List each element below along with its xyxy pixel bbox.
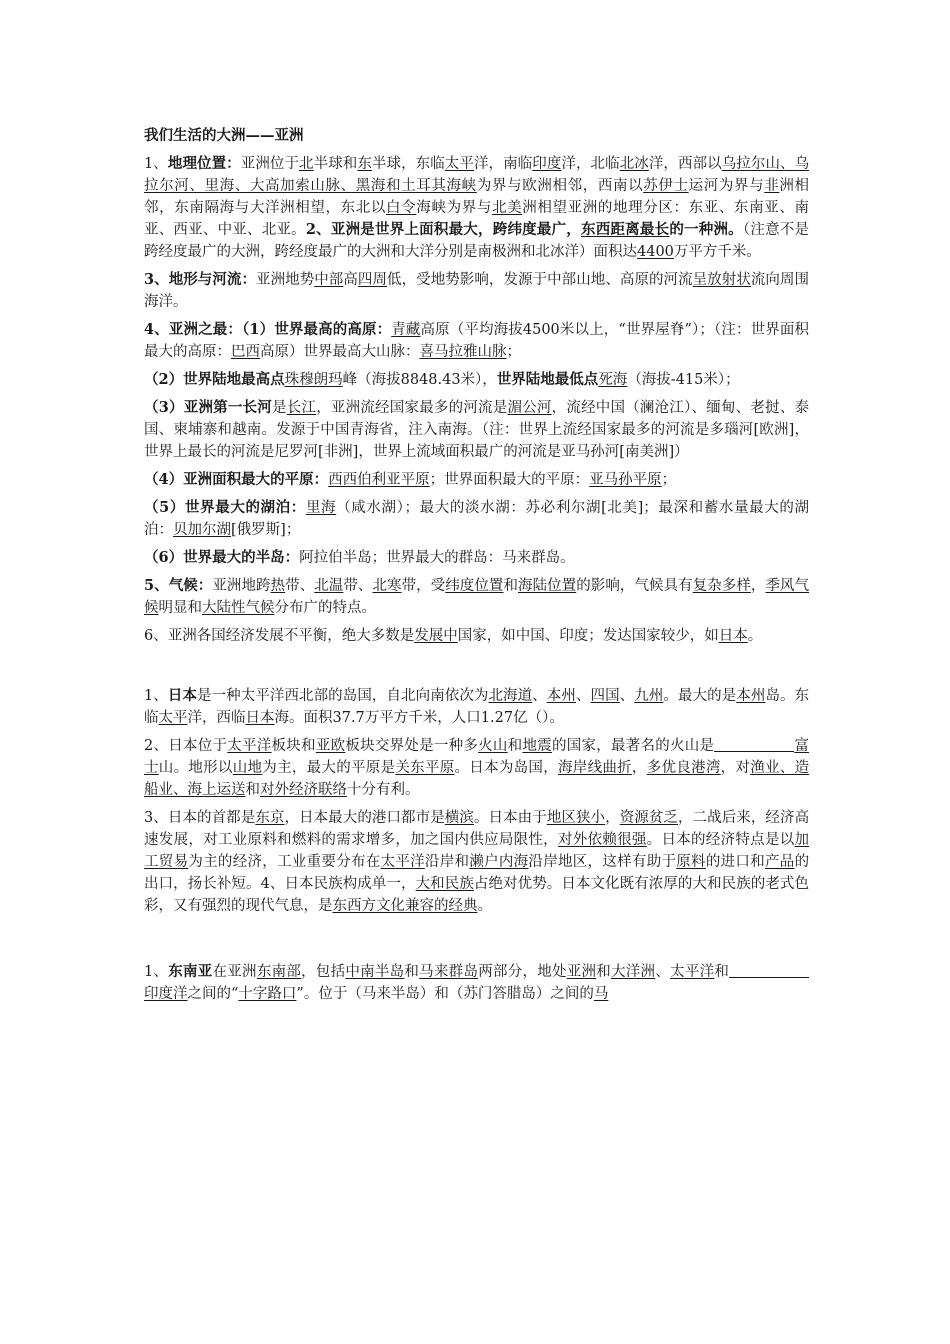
underlined-answer: 马来群岛: [419, 964, 479, 980]
text-run: 半球和: [313, 156, 358, 172]
underlined-answer: 死海: [598, 372, 628, 388]
text-run: 带、: [343, 578, 373, 594]
text-run: 山。地形以: [158, 760, 233, 776]
bold-heading-text: 日本: [167, 687, 198, 704]
text-run: 占绝对优势。日本文化既有浓厚的大和民族的老式色彩，又有强烈的现代气息，是: [144, 876, 810, 914]
bold-heading-text: （4）亚洲面积最大的平原：: [144, 471, 329, 488]
underlined-answer: 原料: [676, 854, 706, 870]
underlined-answer: 对外依赖很强: [557, 832, 647, 848]
text-run: 海峡为界与: [416, 200, 492, 216]
underlined-answer: 热: [270, 578, 286, 594]
bold-heading-text: （3）亚洲第一长河: [144, 399, 273, 416]
text-run: 的国家，最著名的火山是: [551, 738, 715, 754]
underlined-answer: 火山: [478, 738, 508, 754]
underlined-answer: 北美: [491, 200, 523, 216]
text-run: 和: [714, 964, 730, 980]
text-run: 十分有利。: [347, 782, 420, 798]
text-run: 。日本的经济特点是以: [646, 832, 795, 848]
paragraph: [144, 369, 809, 391]
text-run: 洋，西部以: [648, 156, 722, 172]
underlined-answer: 4400: [637, 244, 674, 260]
fill-in-blank: [729, 963, 809, 978]
text-run: ，二战后来，经济高速发展，对工业原料和燃料的需求增多，加之国内供应局限性，: [144, 810, 810, 848]
underlined-answer: 喜马拉雅山脉: [419, 344, 507, 360]
underlined-answer: 东: [357, 156, 372, 172]
underlined-answer: 北寒: [372, 578, 402, 594]
underlined-answer: 呈放射状: [692, 272, 751, 288]
text-run: 亚洲位于: [240, 156, 300, 172]
text-run: 和: [245, 782, 260, 798]
text-run: 、: [575, 688, 591, 704]
text-run: 分布广的特点。: [274, 600, 376, 616]
text-run: 2、日本位于: [144, 738, 228, 754]
text-run: 和: [503, 578, 519, 594]
text-run: 的进口和: [705, 854, 765, 870]
underlined-answer: 中南半岛: [345, 964, 405, 980]
underlined-answer: 加工贸易: [144, 832, 810, 870]
underlined-answer: 季风气候: [144, 578, 810, 616]
underlined-answer: 大和民族: [415, 876, 474, 892]
bold-heading-text: 3、地形与河流：: [144, 271, 257, 288]
text-run: [俄罗斯]；: [231, 522, 301, 538]
underlined-answer: 横滨: [444, 810, 474, 826]
text-run: 高原）世界最高大山脉：: [260, 344, 420, 360]
text-run: ，: [605, 810, 620, 826]
underlined-answer: 贝加尔湖: [173, 522, 231, 538]
text-run: ，日本最大的港口都市是: [284, 810, 445, 826]
underlined-answer: 四周: [357, 272, 388, 288]
text-run: 洲相望: [522, 200, 568, 216]
text-run: 1、: [144, 156, 168, 172]
text-run: 洋，西临: [187, 710, 246, 726]
text-run: ”。位于（马来半岛）和（苏门答腊岛）之间的: [296, 986, 594, 1002]
underlined-answer: 湄公河: [507, 400, 552, 416]
text-run: 是: [272, 400, 287, 416]
paragraph: [144, 319, 809, 363]
text-run: 两部分，地处: [478, 964, 567, 980]
underlined-answer: 对外经济联络: [260, 782, 347, 798]
text-run: 为主，最大的平原是: [262, 760, 396, 776]
text-run: ，: [750, 578, 766, 594]
text-run: 板块交界处是一种多: [345, 738, 479, 754]
underlined-answer: 多优良港湾: [646, 760, 721, 776]
underlined-answer: 太平洋: [670, 964, 715, 980]
document-title: 我们生活的大洲——亚洲: [144, 127, 304, 144]
text-run: （咸水湖）；最大的淡水湖：苏必利尔湖[北美]；最深和蓄水量最大的湖泊：: [144, 500, 810, 538]
paragraph: [144, 269, 809, 313]
underlined-answer: 东西方文化兼容的经典: [332, 898, 478, 914]
underlined-answer: 海陆位置: [518, 578, 577, 594]
underlined-answer: 濑户内海: [469, 854, 529, 870]
text-run: 运河为界与: [688, 178, 765, 194]
paragraph: [144, 807, 809, 917]
paragraph: [144, 961, 809, 1005]
text-run: （海拔-415米）；: [627, 372, 740, 388]
underlined-answer: 太平: [444, 156, 474, 172]
text-run: 、: [655, 964, 671, 980]
text-run: 。最大的是: [663, 688, 737, 704]
underlined-answer: 乌拉尔山、乌拉尔河、里海、大高加索山脉、黑海和土耳其海峡: [144, 156, 810, 194]
text-run: 带，受: [401, 578, 446, 594]
text-run: 为界与欧洲相邻，西南以: [476, 178, 644, 194]
paragraph: [144, 625, 809, 647]
text-run: 1、: [144, 688, 168, 704]
bold-heading-text: （6）世界最大的半岛：: [144, 549, 300, 566]
underlined-answer: 北: [299, 156, 314, 172]
text-run: 沿岸和: [424, 854, 470, 870]
text-run: 和: [404, 964, 420, 980]
fill-in-blank: [714, 737, 794, 752]
bold-heading-text: 2、亚洲是世界上面积最大，跨纬度最广，: [305, 221, 582, 238]
text-run: ；: [661, 472, 677, 488]
text-run: 峰（海拔8848.43米），: [342, 372, 497, 388]
text-run: 高: [343, 272, 358, 288]
text-run: 在亚洲: [212, 964, 257, 980]
bold-heading-text: （5）世界最大的湖泊：: [144, 499, 306, 516]
bold-heading-text: 地理位置：: [167, 155, 241, 172]
paragraph: [144, 547, 809, 569]
text-run: 沿岸地区，这样有助于: [528, 854, 677, 870]
text-run: ；: [506, 344, 521, 360]
section-spacer: [144, 653, 809, 685]
underlined-answer: 大洋洲: [611, 964, 656, 980]
underlined-answer: 本州: [736, 688, 766, 704]
underlined-answer: 太平洋: [227, 738, 272, 754]
underlined-answer: 马: [593, 986, 609, 1002]
text-run: 亚洲的地理分区：东亚、东南亚、南亚、西亚、中亚、北亚。: [144, 200, 810, 238]
underlined-answer: 印度: [532, 156, 562, 172]
bold-heading-text: 4、亚洲之最：（1）世界最高的高原：: [144, 321, 392, 338]
underlined-answer: 非: [764, 178, 780, 194]
underlined-answer: 地震: [522, 738, 552, 754]
text-run: 亚洲地势: [256, 272, 315, 288]
underlined-answer: 纬度位置: [445, 578, 504, 594]
text-run: 1、: [144, 964, 169, 980]
text-run: 、: [532, 688, 547, 704]
underlined-answer: 中部: [314, 272, 344, 288]
underlined-answer: 四国: [590, 688, 620, 704]
text-run: ，: [631, 760, 647, 776]
underlined-answer: 富士: [144, 738, 810, 776]
underlined-answer: 大陆性气候: [202, 600, 275, 616]
underlined-answer: 渔业、造船业、海上运送: [144, 760, 810, 798]
text-run: 万平方千米。: [673, 244, 761, 260]
text-run: 低，受地势影响，发源于中部山地、高原的河流: [387, 272, 693, 288]
underlined-answer: 苏伊士: [643, 178, 689, 194]
text-run: 。日本由于: [473, 810, 547, 826]
underlined-answer: 里海: [305, 500, 337, 516]
paragraph-list: [144, 153, 809, 1005]
text-run: 6、亚洲各国经济发展不平衡，绝大多数是: [144, 628, 415, 644]
text-run: 的影响，气候具有: [576, 578, 693, 594]
text-run: 之间的“: [187, 986, 239, 1002]
underlined-answer: 东京: [255, 810, 285, 826]
text-run: 洋，北临: [561, 156, 620, 172]
underlined-answer: 地区狭小: [546, 810, 606, 826]
text-run: ，对: [720, 760, 751, 776]
underlined-answer: 日本: [718, 628, 748, 644]
text-run: 。日本为岛国，: [454, 760, 558, 776]
paragraph: [144, 497, 809, 541]
text-run: 为主的经济，工业重要分布在: [188, 854, 381, 870]
text-run: 流向周围海洋。: [144, 272, 810, 310]
text-run: 洋，南临: [473, 156, 533, 172]
text-run: 、: [619, 688, 635, 704]
underlined-answer: 北海道: [488, 688, 533, 704]
text-run: ，包括: [301, 964, 346, 980]
underlined-answer: 发展中: [414, 628, 458, 644]
text-run: ；世界面积最大的平原：: [429, 472, 590, 488]
text-run: 的出口，扬长补短。4、日本民族构成单一，: [144, 854, 810, 892]
text-run: 高原（平均海拔4500米以上，“世界屋脊”）；（注：世界面积最大的高原：: [144, 322, 810, 360]
underlined-answer: 复杂多样: [692, 578, 751, 594]
underlined-answer: 巴西: [231, 344, 260, 360]
text-run: 是一种太平洋西北部的岛国，自北向南依次为: [197, 688, 489, 704]
underlined-answer: 西西伯利亚平原: [328, 472, 430, 488]
underlined-answer: 长江: [286, 400, 317, 416]
underlined-answer: 青藏: [391, 322, 421, 338]
text-run: 明显和: [158, 600, 202, 616]
text-run: 和: [596, 964, 612, 980]
text-run: ，流经中国（澜沧江）、缅甸、老挝、泰国、柬埔寨和越南。发源于中国青海省，注入南海。（注：世界上流经国家最多的河流是多瑙河[欧洲]，世界上最长的河流是尼罗河[非洲]，世界上流域面积最广的河流是亚马孙河[南美洲]）: [144, 400, 810, 460]
bold-heading-text: 世界陆地最低点: [496, 371, 599, 388]
underlined-answer: 白令: [386, 200, 417, 216]
underlined-answer: 太平洋: [380, 854, 425, 870]
text-run: 国家，如中国、印度；发达国家较少，如: [457, 628, 719, 644]
bold-heading-text: 的一种洲。: [669, 221, 743, 238]
bold-heading-text: （2）世界陆地最高点: [144, 371, 285, 388]
underlined-answer: 山地: [232, 760, 263, 776]
underlined-answer: 资源贫乏: [619, 810, 678, 826]
underlined-answer: 产品: [764, 854, 795, 870]
text-run: 。: [477, 898, 492, 914]
text-run: 阿拉伯半岛；世界最大的群岛：马来群岛。: [299, 550, 575, 566]
text-run: ，亚洲流经国家最多的河流是: [316, 400, 508, 416]
paragraph: [144, 469, 809, 491]
underlined-answer: 珠穆朗玛: [284, 372, 343, 388]
underlined-answer: 关东平原: [395, 760, 455, 776]
text-run: 。: [747, 628, 763, 644]
paragraph: [144, 153, 809, 263]
underlined-answer: 本州: [546, 688, 576, 704]
text-run: 亚洲地跨: [212, 578, 271, 594]
bold-heading-text: 5、气候：: [144, 577, 213, 594]
underlined-answer: 太平: [158, 710, 188, 726]
text-run: （注意不是跨经度最广的大洲，跨经度最广的大洲和大洋分别是南极洲和北冰洋）面积达: [144, 222, 810, 260]
paragraph: [144, 735, 809, 801]
paragraph: [144, 575, 809, 619]
text-run: 半球，东临: [371, 156, 445, 172]
underlined-answer: 印度洋: [144, 986, 188, 1002]
paragraph: [144, 397, 809, 463]
section-spacer: [144, 923, 809, 961]
paragraph: [144, 685, 809, 729]
underlined-answer: 海岸线曲折: [558, 760, 632, 776]
text-run: 洲相邻，东南隔海与大洋洲相望，东北以: [144, 178, 810, 216]
underlined-answer: 九州: [634, 688, 664, 704]
underlined-answer: 十字路口: [238, 986, 297, 1002]
text-run: 带、: [285, 578, 315, 594]
bold-heading-text: 东南亚: [168, 963, 213, 980]
text-run: 海。面积37.7万平方千米，人口1.27亿（）。: [274, 710, 564, 726]
underlined-answer: 东南部: [256, 964, 302, 980]
underlined-answer: 亚马孙平原: [589, 472, 662, 488]
underlined-answer: 亚洲: [566, 964, 597, 980]
underlined-answer: 东西距离最长: [581, 221, 670, 238]
document-body: [144, 125, 809, 1011]
text-run: 板块和: [271, 738, 316, 754]
text-run: 3、日本的首都是: [144, 810, 256, 826]
underlined-answer: 亚欧: [315, 738, 346, 754]
underlined-answer: 北冰: [619, 156, 649, 172]
underlined-answer: 日本: [245, 710, 275, 726]
text-run: 岛。东临: [144, 688, 810, 726]
underlined-answer: 北温: [314, 578, 344, 594]
text-run: 和: [507, 738, 523, 754]
